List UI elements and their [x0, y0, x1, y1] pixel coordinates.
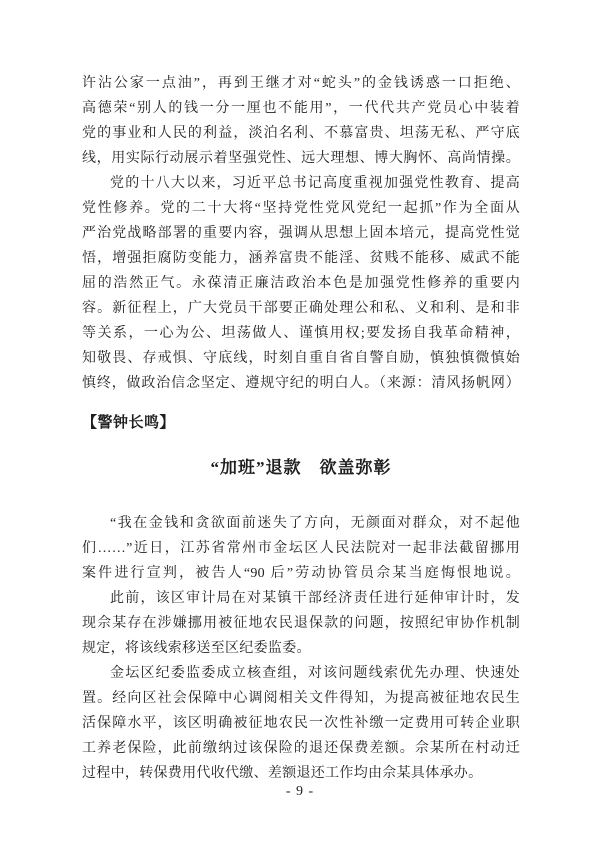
text-line: 活保障水平，该区明确被征地农民一次性补缴一定费用可转企业职 [82, 716, 520, 731]
text-line: 慎终，做政治信念坚定、遵规守纪的明白人。（来源：清风扬帆网） [82, 376, 520, 391]
text-line: 知敬畏、存戒惧、守底线，时刻自重自省自警自励，慎独慎微慎始 [82, 351, 520, 366]
text-line: 工养老保险，此前缴纳过该保险的退还保费差额。佘某所在村动迁 [82, 741, 520, 756]
paragraph [82, 71, 520, 171]
paragraph [82, 171, 520, 396]
text-line: 们……”近日，江苏省常州市金坛区人民法院对一起非法截留挪用 [82, 541, 520, 556]
text-line: 此前，该区审计局在对某镇干部经济责任进行延伸审计时，发 [110, 591, 520, 606]
text-line: 许沾公家一点油”，再到王继才对“蛇头”的金钱诱惑一口拒绝、 [82, 76, 520, 91]
text-line: 规定，将该线索移送至区纪委监委。 [82, 641, 311, 656]
text-line: 党的事业和人民的利益，淡泊名利、不慕富贵、坦荡无私、严守底 [82, 126, 520, 141]
text-line: 等关系，一心为公、坦荡做人、谨慎用权;要发扬自我革命精神， [82, 326, 520, 341]
text-line: “我在金钱和贪欲面前迷失了方向，无颜面对群众，对不起他 [110, 516, 520, 531]
text-line: 案件进行宣判，被告人“90 后”劳动协管员佘某当庭悔恨地说。 [82, 566, 520, 581]
text-line: 屈的浩然正气。永葆清正廉洁政治本色是加强党性修养的重要内 [82, 276, 520, 291]
text-line: 过程中，转保费用代收代缴、差额退还工作均由佘某具体承办。 [82, 766, 483, 781]
text-line: 置。经向区社会保障中心调阅相关文件得知，为提高被征地农民生 [82, 691, 520, 706]
paragraph [82, 661, 520, 786]
text-line: 严治党战略部署的重要内容，强调从思想上固本培元，提高党性觉 [82, 226, 520, 241]
text-line: 现佘某存在涉嫌挪用被征地农民退保款的问题，按照纪审协作机制 [82, 616, 520, 631]
section-header: 【警钟长鸣】 [82, 415, 176, 431]
document-content [82, 71, 520, 786]
paragraph [82, 586, 520, 661]
page-number: - 9 - [285, 784, 315, 799]
text-line: 悟，增强拒腐防变能力，涵养富贵不能淫、贫贱不能移、威武不能 [82, 251, 520, 266]
paragraph [82, 511, 520, 586]
text-line: 高德荣“别人的钱一分一厘也不能用”，一代代共产党员心中装着 [82, 101, 520, 116]
text-line: 金坛区纪委监委成立核查组，对该问题线索优先办理、快速处 [110, 666, 520, 681]
article-title: “加班”退款 欲盖弥彰 [210, 458, 392, 477]
text-line: 党的十八大以来，习近平总书记高度重视加强党性教育、提高 [110, 176, 520, 191]
text-line: 党性修养。党的二十大将“坚持党性党风党纪一起抓”作为全面从 [82, 201, 520, 216]
text-line: 容。新征程上，广大党员干部要正确处理公和私、义和利、是和非 [82, 301, 520, 316]
text-line: 线，用实际行动展示着坚强党性、远大理想、博大胸怀、高尚情操。 [82, 151, 520, 166]
